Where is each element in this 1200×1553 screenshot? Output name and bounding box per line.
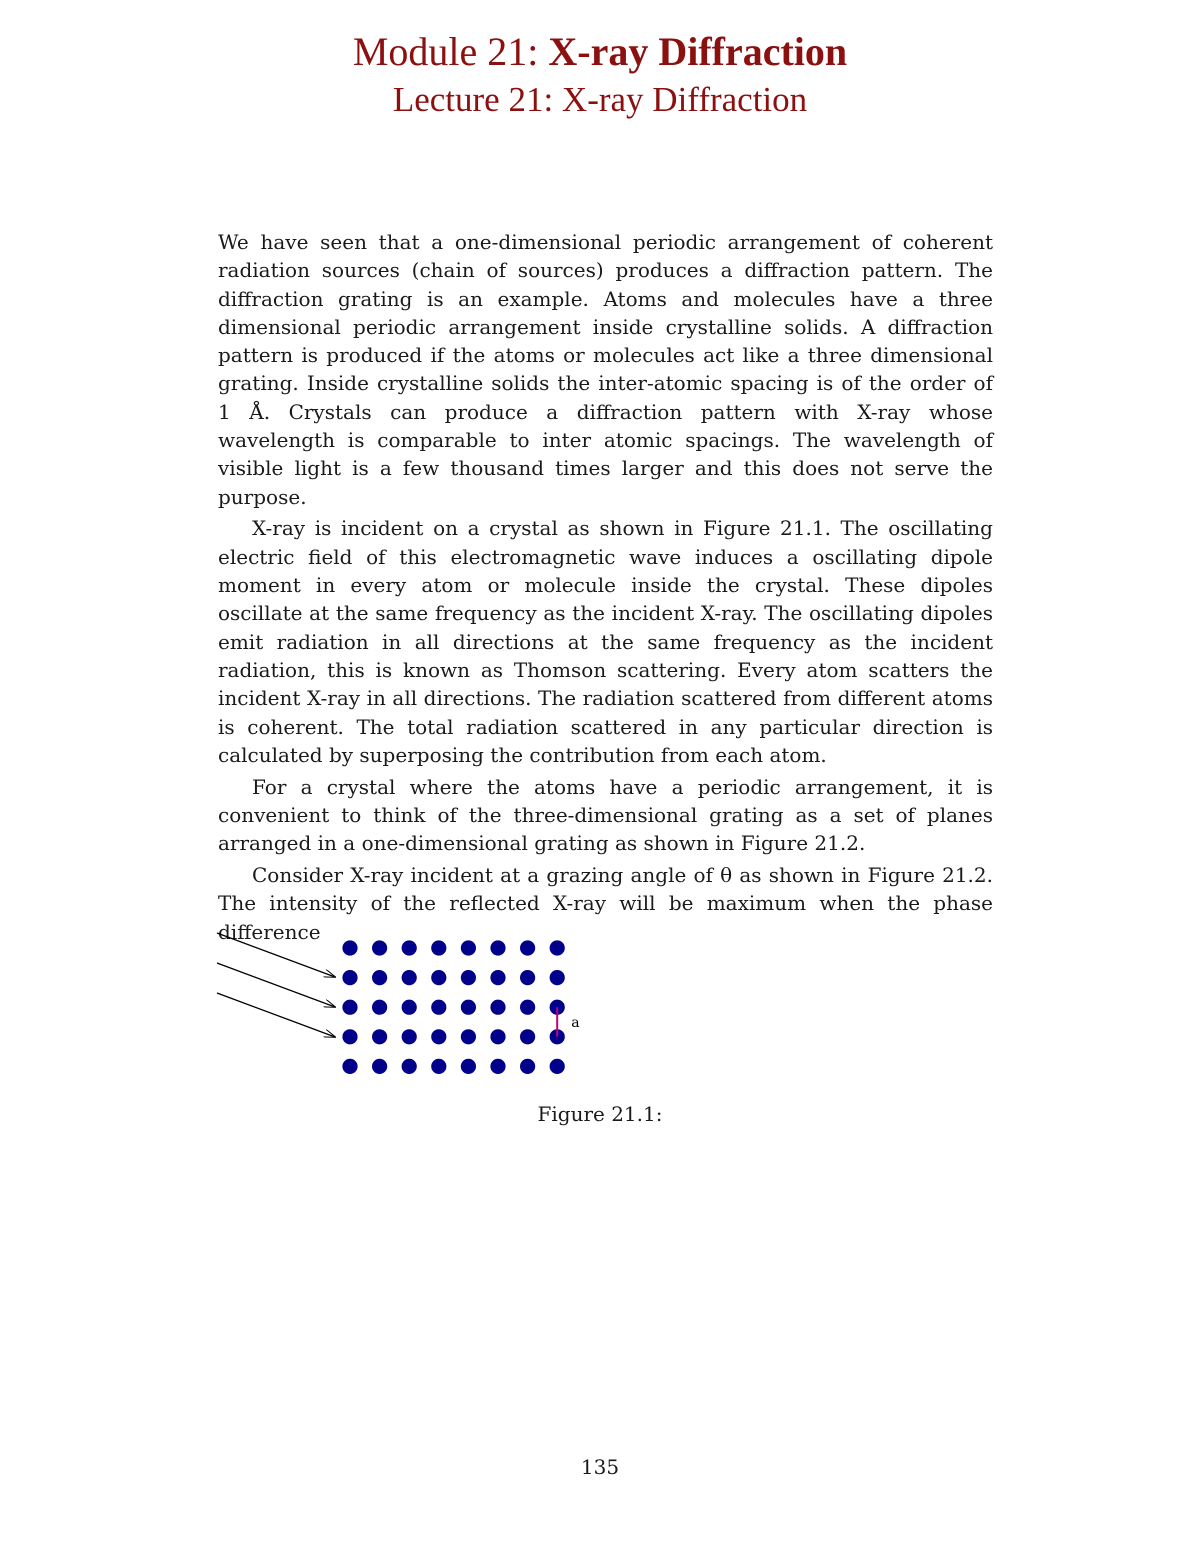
- figure-21-1: [210, 925, 590, 1085]
- atom: [520, 970, 535, 985]
- atom: [372, 970, 387, 985]
- atom: [461, 1059, 476, 1074]
- atom: [520, 1029, 535, 1044]
- atom: [520, 1000, 535, 1015]
- atom: [402, 970, 417, 985]
- atom: [550, 1059, 565, 1074]
- atom: [490, 970, 505, 985]
- atom: [431, 970, 446, 985]
- module-title: [0, 28, 1200, 75]
- paragraph-3: For a crystal where the atoms have a periodic arrangement, it is convenient to think of the three-dimensional grating as a set of planes arranged in a one-dimensional grating as shown in Figure 21.2.: [218, 774, 993, 856]
- atom: [461, 1029, 476, 1044]
- atom: [550, 970, 565, 985]
- crystal-lattice-diagram: [210, 925, 590, 1085]
- paragraph-2: X-ray is incident on a crystal as shown in Figure 21.1. The oscillating electric field of this electromagnetic wave induces a oscillating dipole moment in every atom or molecule inside the crystal. These dipoles oscillate at the same frequency as the incident X-ray. The oscillating dipoles emit radiation in all directions at the same frequency as the incident radiation, this is known as Thomson scattering. Every atom scatters the incident X-ray in all directions. The radiation scattered from different atoms is coherent. The total radiation scattered in any particular direction is calculated by superposing the contribution from each atom.: [218, 516, 993, 767]
- atom: [490, 940, 505, 955]
- atom: [372, 1059, 387, 1074]
- atom: [342, 1000, 357, 1015]
- atom: [431, 940, 446, 955]
- atom: [490, 1029, 505, 1044]
- atom: [461, 1000, 476, 1015]
- atom: [550, 940, 565, 955]
- atom: [372, 940, 387, 955]
- atom: [520, 1059, 535, 1074]
- atom: [520, 940, 535, 955]
- atom: [402, 1029, 417, 1044]
- atom: [372, 1029, 387, 1044]
- figure-caption: Figure 21.1:: [537, 1102, 663, 1126]
- spacing-label: a: [571, 1015, 580, 1031]
- atom: [402, 940, 417, 955]
- atom: [342, 1059, 357, 1074]
- atom: [490, 1000, 505, 1015]
- atom: [342, 1029, 357, 1044]
- paragraph-1: We have seen that a one-dimensional periodic arrangement of coherent radiation sources (chain of sources) produces a diffraction pattern. The diffraction grating is an example. Atoms and molecules have a three dimensional periodic arrangement inside crystalline solids. A diffraction pattern is produced if the atoms or molecules act like a three dimensional grating. Inside crystalline solids the inter-atomic spacing is of the order of 1 Å. Crystals can produce a diffraction pattern with X-ray whose wavelength is comparable to inter atomic spacings. The wavelength of visible light is a few thousand times larger and this does not serve the purpose.: [218, 230, 993, 509]
- paragraph-4: Consider X-ray incident at a grazing angle of θ as shown in Figure 21.2. The intensity of the reflected X-ray will be maximum when the phase difference: [218, 863, 993, 944]
- atom: [461, 970, 476, 985]
- atom: [461, 940, 476, 955]
- module-topic: X-ray Diffraction: [548, 29, 848, 74]
- atom: [372, 1000, 387, 1015]
- atom: [402, 1059, 417, 1074]
- atom: [431, 1000, 446, 1015]
- atom: [431, 1059, 446, 1074]
- atom: [342, 970, 357, 985]
- incident-ray-arrow: [217, 993, 335, 1037]
- module-prefix: Module 21:: [352, 29, 549, 74]
- body-text: [218, 228, 993, 949]
- page-number: 135: [580, 1455, 620, 1479]
- incident-ray-arrow: [217, 933, 335, 977]
- incident-ray-arrow: [217, 963, 335, 1007]
- lecture-title: Lecture 21: X-ray Diffraction: [392, 80, 808, 119]
- atom: [402, 1000, 417, 1015]
- atom: [342, 940, 357, 955]
- atom: [431, 1029, 446, 1044]
- atom: [490, 1059, 505, 1074]
